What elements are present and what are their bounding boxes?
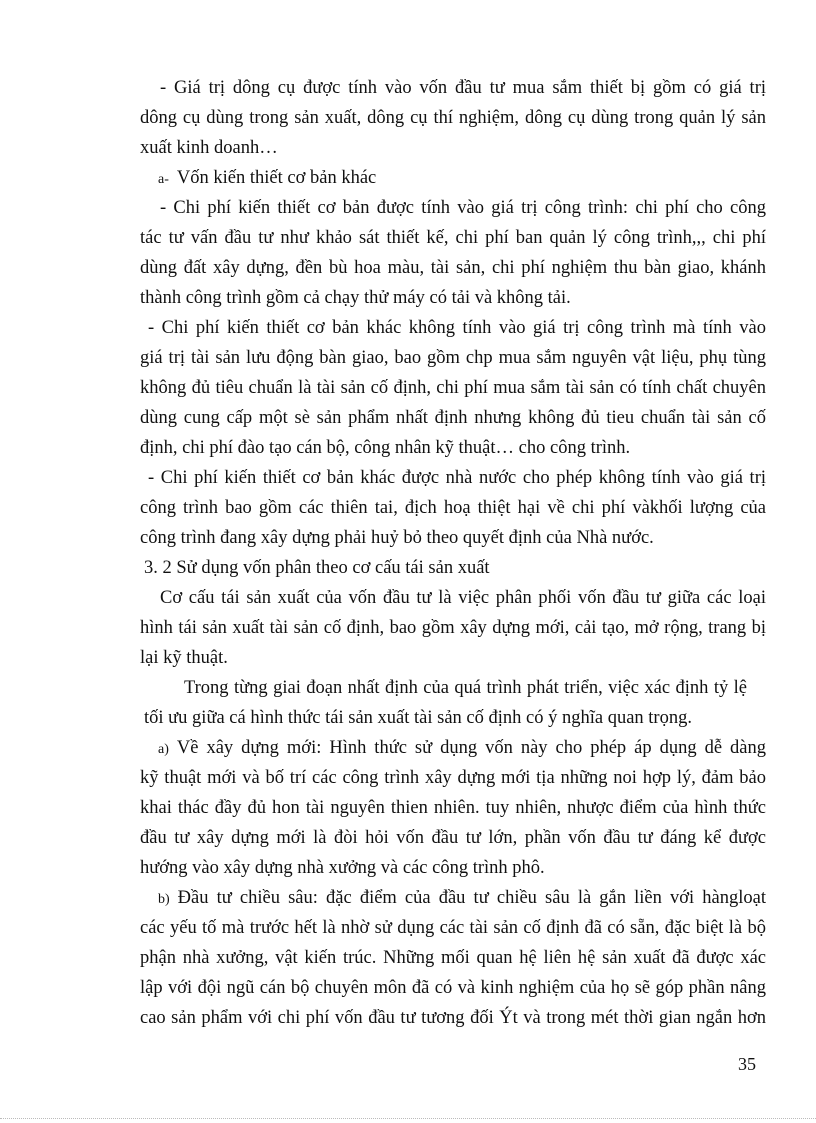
text-line: công trình đang xây dựng phải huỷ bỏ theo quyết định của Nhà nước. (140, 528, 654, 548)
text-line: phận nhà xưởng, vật kiến trúc. Những mối quan hệ liên hệ sản xuất đã được xác (140, 948, 766, 968)
page-number: 35 (738, 1054, 756, 1074)
text-line: công trình bao gồm các thiên tai, địch hoạ thiệt hại về chi phí vàkhối lượng của (140, 498, 766, 518)
text-line: lập với đội ngũ cán bộ chuyên môn đã có và kinh nghiệm của họ sẽ góp phần nâng (140, 978, 766, 998)
text-line: đầu tư xây dựng mới là đòi hỏi vốn đầu tư lớn, phần vốn đầu tư đáng kể được (140, 828, 766, 848)
text-line: xuất kinh doanh… (140, 138, 278, 158)
text-line: lại kỹ thuật. (140, 648, 228, 668)
heading-text: Vốn kiến thiết cơ bản khác (176, 168, 377, 188)
list-label: a) (158, 742, 169, 757)
list-label: a- (158, 172, 169, 187)
text-line: Trong từng giai đoạn nhất định của quá trình phát triển, việc xác định tỷ lệ (184, 678, 747, 698)
text-line: tối ưu giữa cá hình thức tái sản xuất tài sản cố định có ý nghĩa quan trọng. (144, 708, 692, 728)
text-line: kỹ thuật mới và bố trí các công trình xây dựng mới tịa những noi hợp lý, đảm bảo (140, 768, 766, 788)
text-line: Cơ cấu tái sản xuất của vốn đầu tư là việc phân phối vốn đầu tư giữa các loại (160, 588, 766, 608)
text-line: dông cụ dùng trong sản xuất, dông cụ thí nghiệm, dông cụ dùng trong quản lý sản (140, 108, 766, 128)
text-line: cao sản phẩm với chi phí vốn đầu tư tương đối Ýt và trong mét thời gian ngắn hơn (140, 1008, 766, 1028)
text-line: khai thác đầy đủ hon tài nguyên thien nhiên. tuy nhiên, nhược điểm của hình thức (140, 798, 766, 818)
list-item (158, 736, 766, 762)
section-heading (158, 166, 766, 192)
text-line: định, chi phí đào tạo cán bộ, công nhân kỹ thuật… cho công trình. (140, 438, 631, 458)
list-label: b) (158, 892, 170, 907)
section-heading: 3. 2 Sử dụng vốn phân theo cơ cấu tái sản xuất (144, 558, 490, 578)
text-line: thành công trình gồm cả chạy thử máy có tải và không tải. (140, 288, 571, 308)
text-line: tác tư vấn đầu tư như khảo sát thiết kế, chi phí ban quản lý công trình,,, chi phí (140, 228, 766, 248)
text-line: các yếu tố mà trước hết là nhờ sử dụng các tài sản cố định đã có sẵn, đặc biệt là bộ (140, 918, 766, 938)
list-item-text: Đầu tư chiều sâu: đặc điểm của đầu tư chiều sâu là gắn liền với hàngloạt (177, 888, 766, 908)
text-line: - Chi phí kiến thiết cơ bản khác được nhà nước cho phép không tính vào giá trị (148, 468, 766, 488)
footer-divider (0, 1118, 816, 1120)
list-item (158, 886, 766, 912)
text-line: - Chi phí kiến thiết cơ bản khác không tính vào giá trị công trình mà tính vào (148, 318, 766, 338)
text-line: hướng vào xây dựng nhà xưởng và các công trình phô. (140, 858, 545, 878)
text-line: giá trị tài sản lưu động bàn giao, bao gồm chp mua sắm nguyên vật liệu, phụ tùng (140, 348, 766, 368)
text-line: hình tái sản xuất tài sản cố định, bao gồm xây dựng mới, cải tạo, mở rộng, trang bị (140, 618, 766, 638)
list-item-text: Về xây dựng mới: Hình thức sử dụng vốn này cho phép áp dụng dễ dàng (176, 738, 766, 758)
text-line: - Giá trị dông cụ được tính vào vốn đầu tư mua sắm thiết bị gồm có giá trị (160, 78, 766, 98)
text-line: - Chi phí kiến thiết cơ bản được tính vào giá trị công trình: chi phí cho công (160, 198, 766, 218)
text-line: dùng cung cấp một sè sản phẩm nhất định nhưng không đủ tieu chuẩn tài sản cố (140, 408, 766, 428)
text-line: không đủ tiêu chuẩn là tài sản cố định, chi phí mua sắm tài sản có tính chất chuyên (140, 378, 766, 398)
text-line: dùng đất xây dựng, đền bù hoa màu, tài sản, chi phí nghiệm thu bàn giao, khánh (140, 258, 766, 278)
